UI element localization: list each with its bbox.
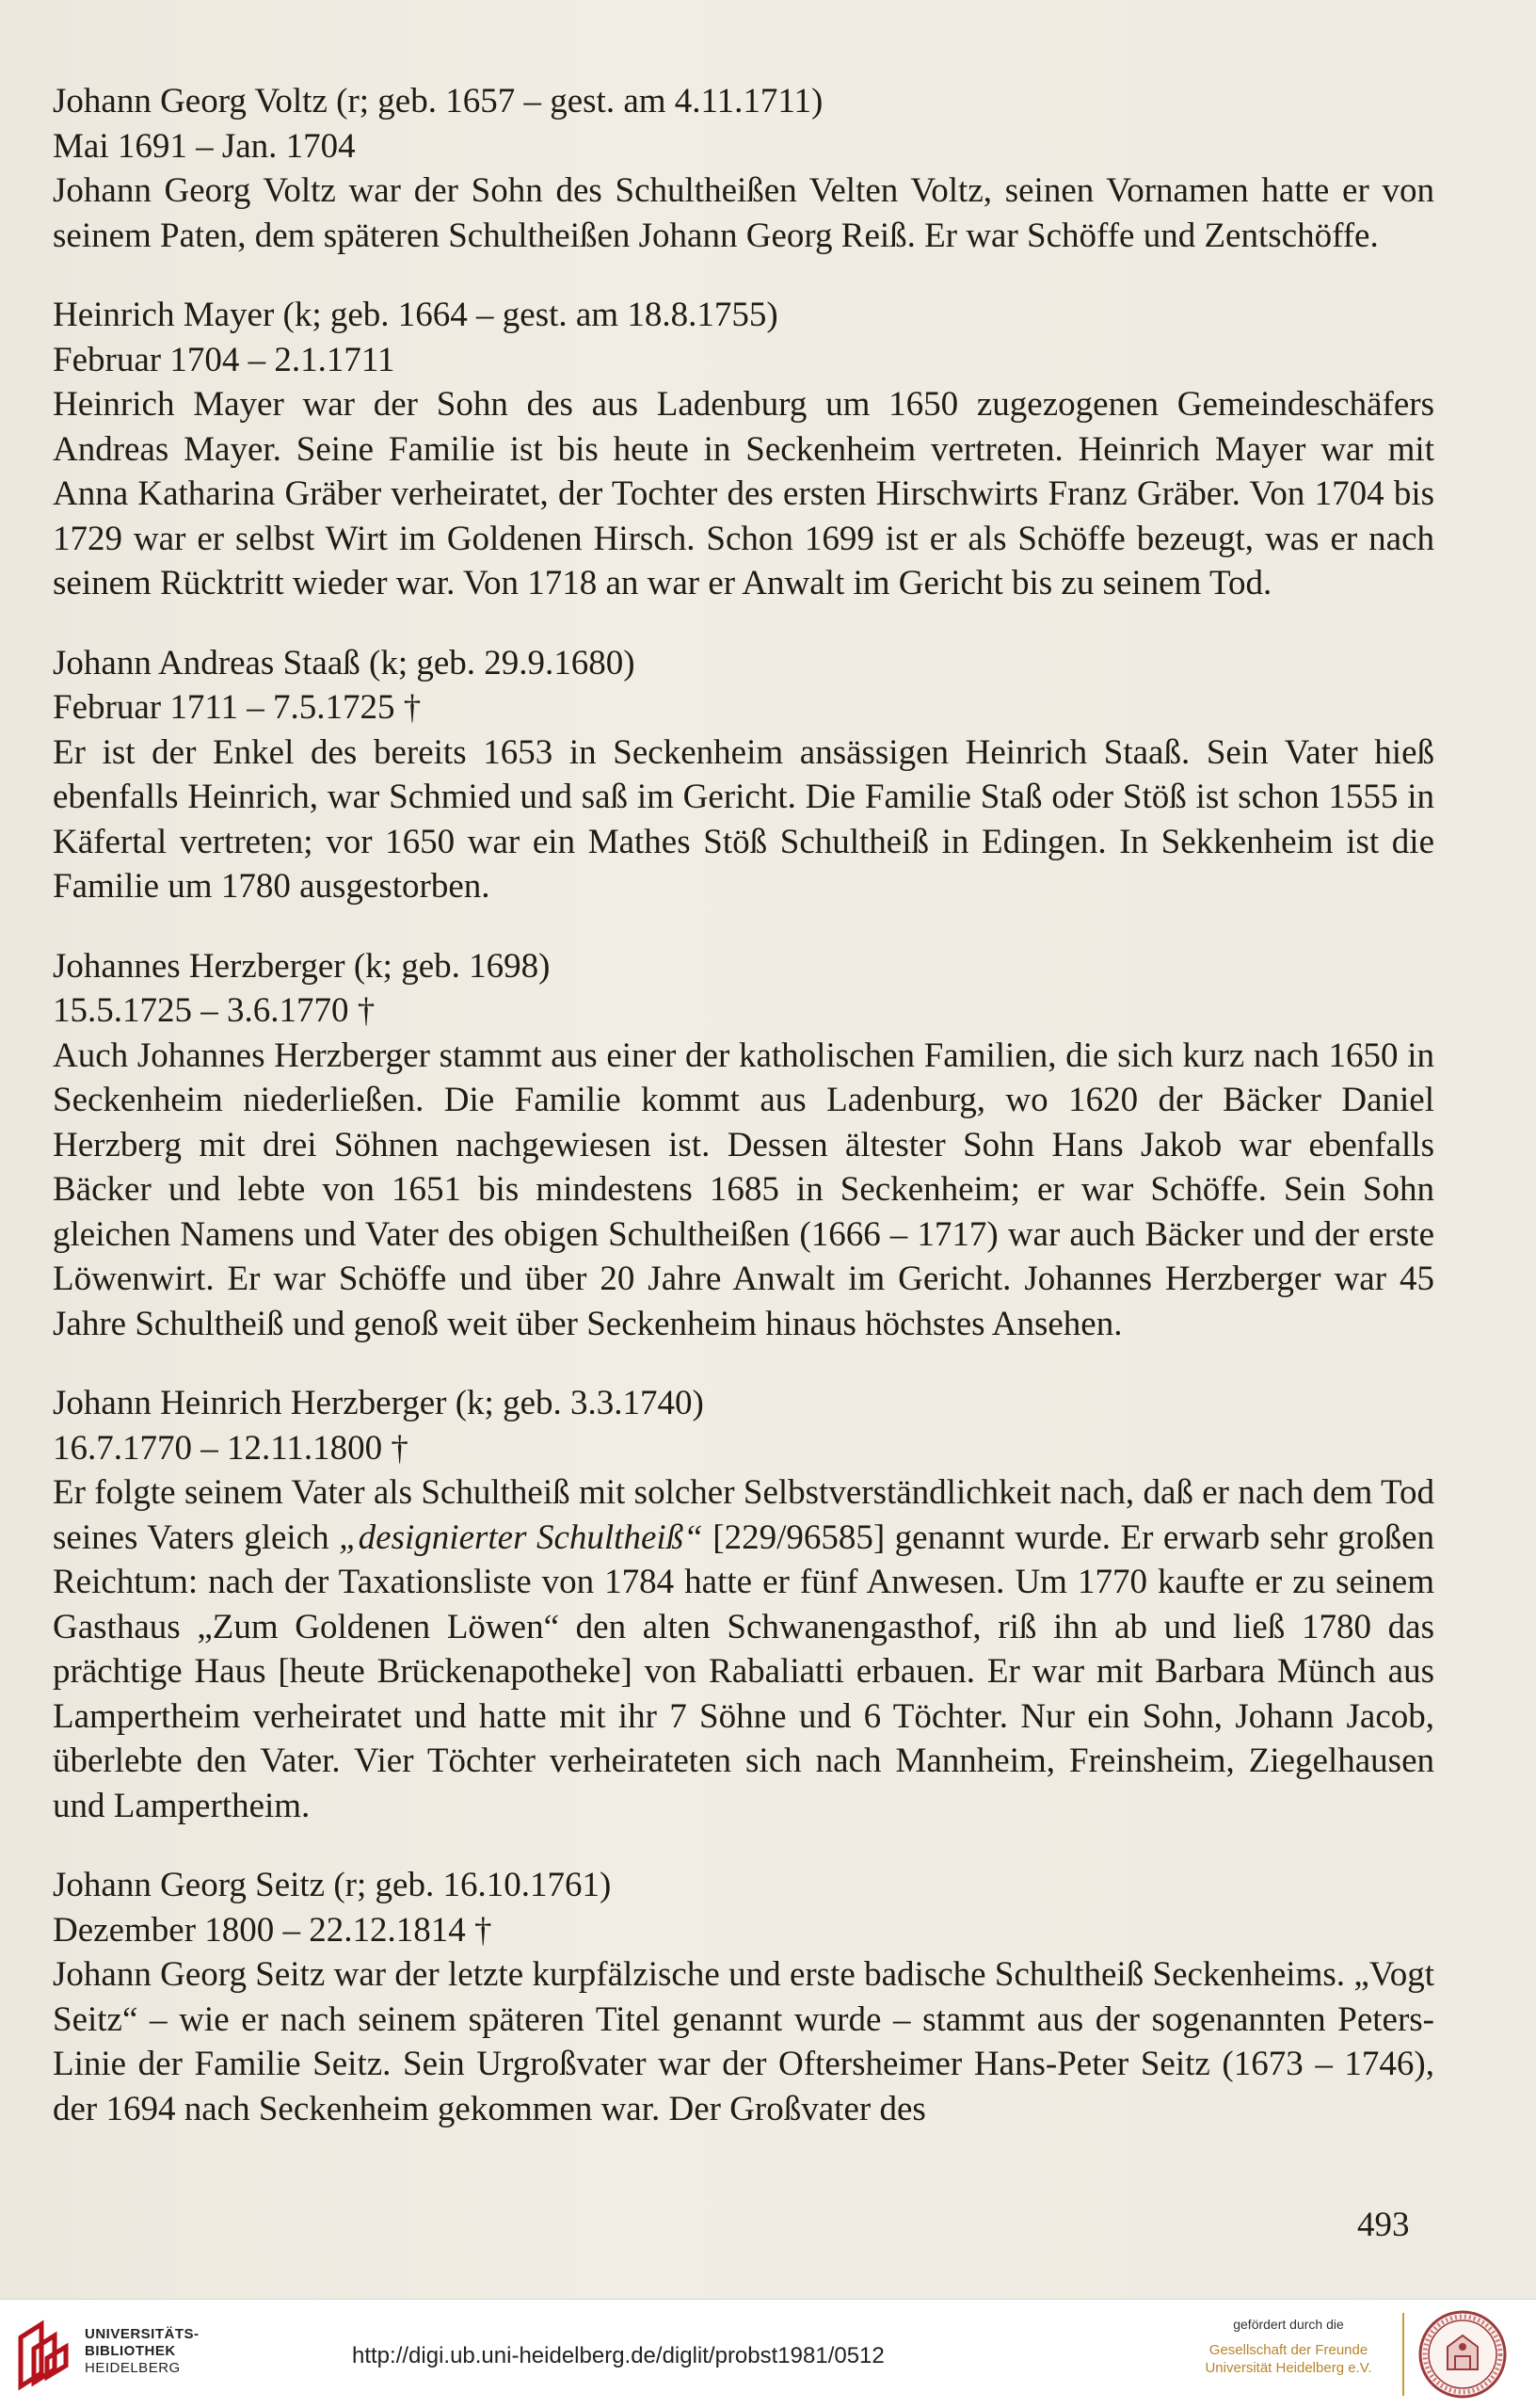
library-name[interactable] (85, 2326, 200, 2377)
entry-herzberger-johannes (53, 944, 1434, 1347)
entry-heading: Johann Heinrich Herzberger (k; geb. 3.3.1740) (53, 1384, 704, 1422)
footer-bar (0, 2299, 1536, 2408)
entry-body (53, 1470, 1434, 1828)
entry-mayer (53, 293, 1434, 606)
library-name-line: HEIDELBERG (85, 2360, 181, 2376)
library-name-line: UNIVERSITÄTS- (85, 2326, 200, 2342)
sponsor-name: Gesellschaft der Freunde (1208, 2342, 1368, 2358)
entry-herzberger-johann-heinrich (53, 1381, 1434, 1828)
sponsor-name: Universität Heidelberg e.V. (1205, 2360, 1372, 2376)
page-text (53, 79, 1434, 2166)
entry-body: Er ist der Enkel des bereits 1653 in Seckenheim ansässigen Heinrich Staaß. Sein Vater hieß ebenfalls Heinrich, war Schmied und saß im Gericht. Die Familie Staß oder Stöß ist schon 1555 in Käfertal vertreten; vor 1650 war ein Mathes Stöß Schultheiß in Edingen. In Sekkenheim ist die Familie um 1780 ausgestorben. (53, 732, 1434, 906)
entry-body: Auch Johannes Herzberger stammt aus einer der katholischen Familien, die sich kurz nach 1650 in Seckenheim niederließen. Die Familie kommt aus Ladenburg, wo 1620 der Bäcker Daniel Herzberg mit drei Söhnen nachgewiesen ist. Dessen ältester Sohn Hans Jakob war ebenfalls Bäcker und lebte von 1651 bis mindestens 1685 in Seckenheim; er war Schöffe. Sein Sohn gleichen Namens und Vater des obigen Schultheißen (1666 – 1717) war auch Bäcker und der erste Löwenwirt. Er war Schöffe und über 20 Jahre Anwalt im Gericht. Johannes Herzberger war 45 Jahre Schultheiß und genoß weit über Seckenheim hinaus höchstes Ansehen. (53, 1035, 1434, 1343)
entry-heading: Heinrich Mayer (k; geb. 1664 – gest. am 18.8.1755) (53, 296, 778, 334)
divider (1402, 2313, 1404, 2396)
entry-body: Johann Georg Voltz war der Sohn des Schultheißen Velten Voltz, seinen Vornamen hatte er von seinem Paten, dem späteren Schultheißen Johann Georg Reiß. Er war Schöffe und Zentschöffe. (53, 171, 1434, 255)
entry-heading: Johann Georg Seitz (r; geb. 16.10.1761) (53, 1866, 612, 1904)
sponsor-label: gefördert durch die (1233, 2317, 1344, 2332)
permalink-url[interactable]: http://digi.ub.uni-heidelberg.de/diglit/probst1981/0512 (352, 2343, 885, 2368)
entry-body: Heinrich Mayer war der Sohn des aus Ladenburg um 1650 zugezogenen Gemeindeschäfers Andreas Mayer. Seine Familie ist bis heute in Seckenheim vertreten. Heinrich Mayer war mit Anna Katharina Gräber verheiratet, der Tochter des ersten Hirschwirts Franz Gräber. Von 1704 bis 1729 war er selbst Wirt im Goldenen Hirsch. Schon 1699 ist er als Schöffe bezeugt, was er nach seinem Rücktritt wieder war. Von 1718 an war er Anwalt im Gericht bis zu seinem Tod. (53, 385, 1434, 602)
entry-term: Mai 1691 – Jan. 1704 (53, 126, 356, 166)
entry-body-text: [229/96585] genannt wurde. Er erwarb sehr großen Reichtum: nach der Taxationsliste von 1784 hatte er fünf Anwesen. Um 1770 kaufte er zu seinem Gasthaus „Zum Goldenen Löwen“ den alten Schwanengasthof, riß ihn ab und ließ 1780 das prächtige Haus [heute Brückenapotheke] von Rabaliatti erbauen. Er war mit Barbara Münch aus Lampertheim verheiratet und hatte mit ihr 7 Söhne und 6 Töchter. Nur ein Sohn, Johann Jacob, überlebte den Vater. Vier Töchter verheirateten sich nach Mannheim, Freinsheim, Ziegelhausen und Lampertheim. (53, 1517, 1434, 1825)
entry-heading: Johannes Herzberger (k; geb. 1698) (53, 946, 551, 986)
entry-term: Dezember 1800 – 22.12.1814 † (53, 1910, 492, 1950)
entry-seitz (53, 1863, 1434, 2131)
entry-term: 15.5.1725 – 3.6.1770 † (53, 991, 376, 1030)
entry-term: Februar 1704 – 2.1.1711 (53, 340, 395, 379)
entry-voltz (53, 79, 1434, 258)
page-number: 493 (1357, 2206, 1410, 2244)
entry-body-quote: „designierter Schultheiß“ (339, 1517, 703, 1557)
entry-heading: Johann Andreas Staaß (k; geb. 29.9.1680) (53, 643, 635, 682)
university-seal-icon (1417, 2309, 1508, 2400)
entry-heading: Johann Georg Voltz (r; geb. 1657 – gest. am 4.11.1711) (53, 82, 824, 120)
entry-term: 16.7.1770 – 12.11.1800 † (53, 1428, 408, 1468)
entry-body: Johann Georg Seitz war der letzte kurpfälzische und erste badische Schultheiß Seckenheims. „Vogt Seitz“ – wie er nach seinem späteren Titel genannt wurde – stammt aus der sogenannten Peters-Linie der Familie Seitz. Sein Urgroßvater war der Oftersheimer Hans-Peter Seitz (1673 – 1746), der 1694 nach Seckenheim gekommen war. Der Großvater des (53, 1955, 1434, 2128)
entry-staass (53, 641, 1434, 909)
entry-term: Februar 1711 – 7.5.1725 † (53, 688, 422, 727)
ub-heidelberg-logo-icon[interactable] (13, 2317, 72, 2392)
library-name-line: BIBLIOTHEK (85, 2343, 176, 2359)
sponsor-block[interactable] (1184, 2317, 1393, 2377)
entry-body-text: Er folgte seinem Vater als Schultheiß mit solcher Selbstverständlichkeit nach, daß er nach dem Tod seines Vaters gleich (53, 1473, 1434, 1557)
